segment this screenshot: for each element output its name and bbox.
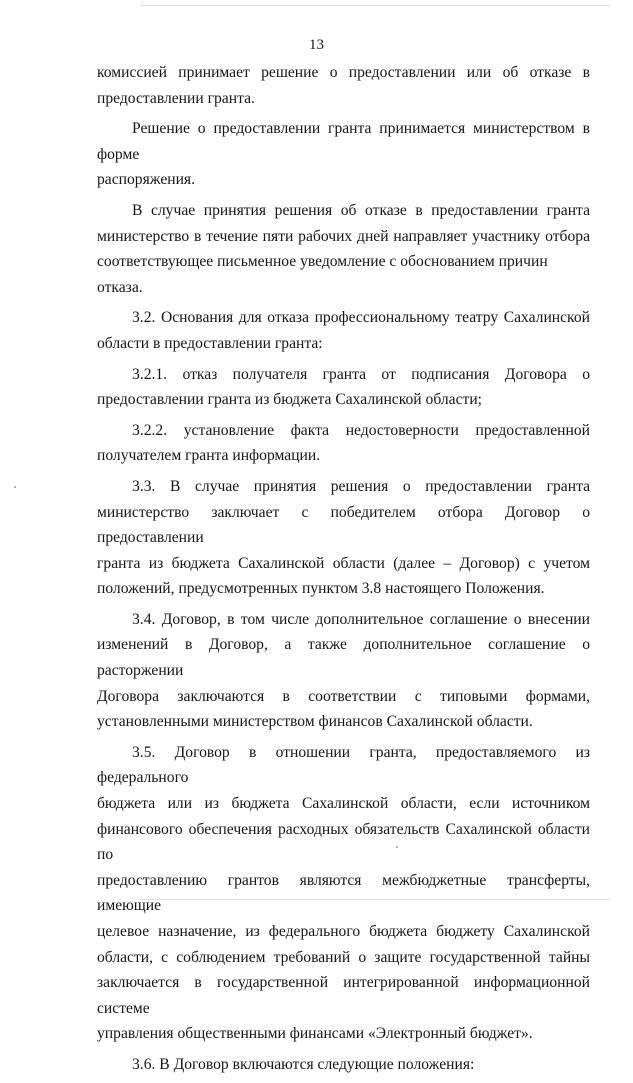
- text-line: 3.2. Основания для отказа профессиональному театру Сахалинской: [132, 309, 590, 327]
- scan-speck: [14, 486, 16, 488]
- text-line: установленными министерством финансов Сахалинской области.: [97, 713, 533, 731]
- clause-3-6: [97, 1052, 590, 1078]
- paragraph-refusal-notice: [97, 198, 590, 300]
- clause-3-2-1: [97, 362, 590, 413]
- text-line: финансового обеспечения расходных обязательств Сахалинской области по: [97, 820, 590, 864]
- document-body: [97, 60, 590, 1083]
- clause-3-2: [97, 305, 590, 356]
- clause-3-5: [97, 740, 590, 1047]
- text-line: области в предоставлении гранта:: [97, 334, 323, 352]
- text-line: 3.6. В Договор включаются следующие положения:: [132, 1055, 475, 1073]
- clause-3-2-2: [97, 418, 590, 469]
- text-line: предоставлению грантов являются межбюджетные трансферты, имеющие: [97, 871, 590, 915]
- text-line: министерство в течение пяти рабочих дней направляет участнику отбора: [97, 227, 590, 245]
- text-line: области, с соблюдением требований о защите государственной тайны: [97, 948, 590, 966]
- text-line: комиссией принимает решение о предоставлении или об отказе в: [97, 64, 590, 81]
- scan-edge-top: [140, 5, 610, 6]
- text-line: управления общественными финансами «Электронный бюджет».: [97, 1025, 533, 1043]
- text-line: 3.2.1. отказ получателя гранта от подписания Договора о: [132, 365, 590, 383]
- text-line: соответствующее письменное уведомление с обоснованием причин отказа.: [97, 253, 548, 296]
- paragraph-decision-ministry: [97, 116, 590, 193]
- clause-3-4: [97, 607, 590, 735]
- text-line: 3.4. Договор, в том числе дополнительное соглашение о внесении: [132, 610, 590, 628]
- paragraph-decision-commission: [97, 60, 590, 111]
- text-line: гранта из бюджета Сахалинской области (далее – Договор) с учетом: [97, 554, 590, 572]
- text-line: предоставлении гранта из бюджета Сахалинской области;: [97, 391, 482, 409]
- text-line: Договора заключаются в соответствии с типовыми формами,: [97, 687, 590, 705]
- text-line: В случае принятия решения об отказе в предоставлении гранта: [132, 201, 590, 219]
- text-line: заключается в государственной интегрированной информационной системе: [97, 974, 590, 1017]
- text-line: 3.3. В случае принятия решения о предоставлении гранта: [132, 477, 590, 495]
- text-line: министерство заключает с победителем отбора Договор о предоставлении: [97, 503, 590, 547]
- text-line: бюджета или из бюджета Сахалинской области, если источником: [97, 795, 590, 813]
- text-line: получателем гранта информации.: [97, 447, 321, 465]
- page-number: 13: [309, 37, 324, 53]
- text-line: положений, предусмотренных пунктом 3.8 настоящего Положения.: [97, 580, 545, 598]
- text-line: распоряжения.: [97, 171, 196, 189]
- text-line: 3.5. Договор в отношении гранта, предоставляемого из федерального: [97, 743, 590, 787]
- text-line: 3.2.2. установление факта недостоверности предоставленной: [132, 421, 590, 439]
- text-line: целевое назначение, из федерального бюджета бюджету Сахалинской: [97, 923, 590, 940]
- text-line: предоставлении гранта.: [97, 89, 255, 107]
- text-line: Решение о предоставлении гранта принимается министерством в форме: [97, 120, 590, 163]
- clause-3-3: [97, 474, 590, 602]
- text-line: изменений в Договор, а также дополнительное соглашение о расторжении: [97, 636, 590, 680]
